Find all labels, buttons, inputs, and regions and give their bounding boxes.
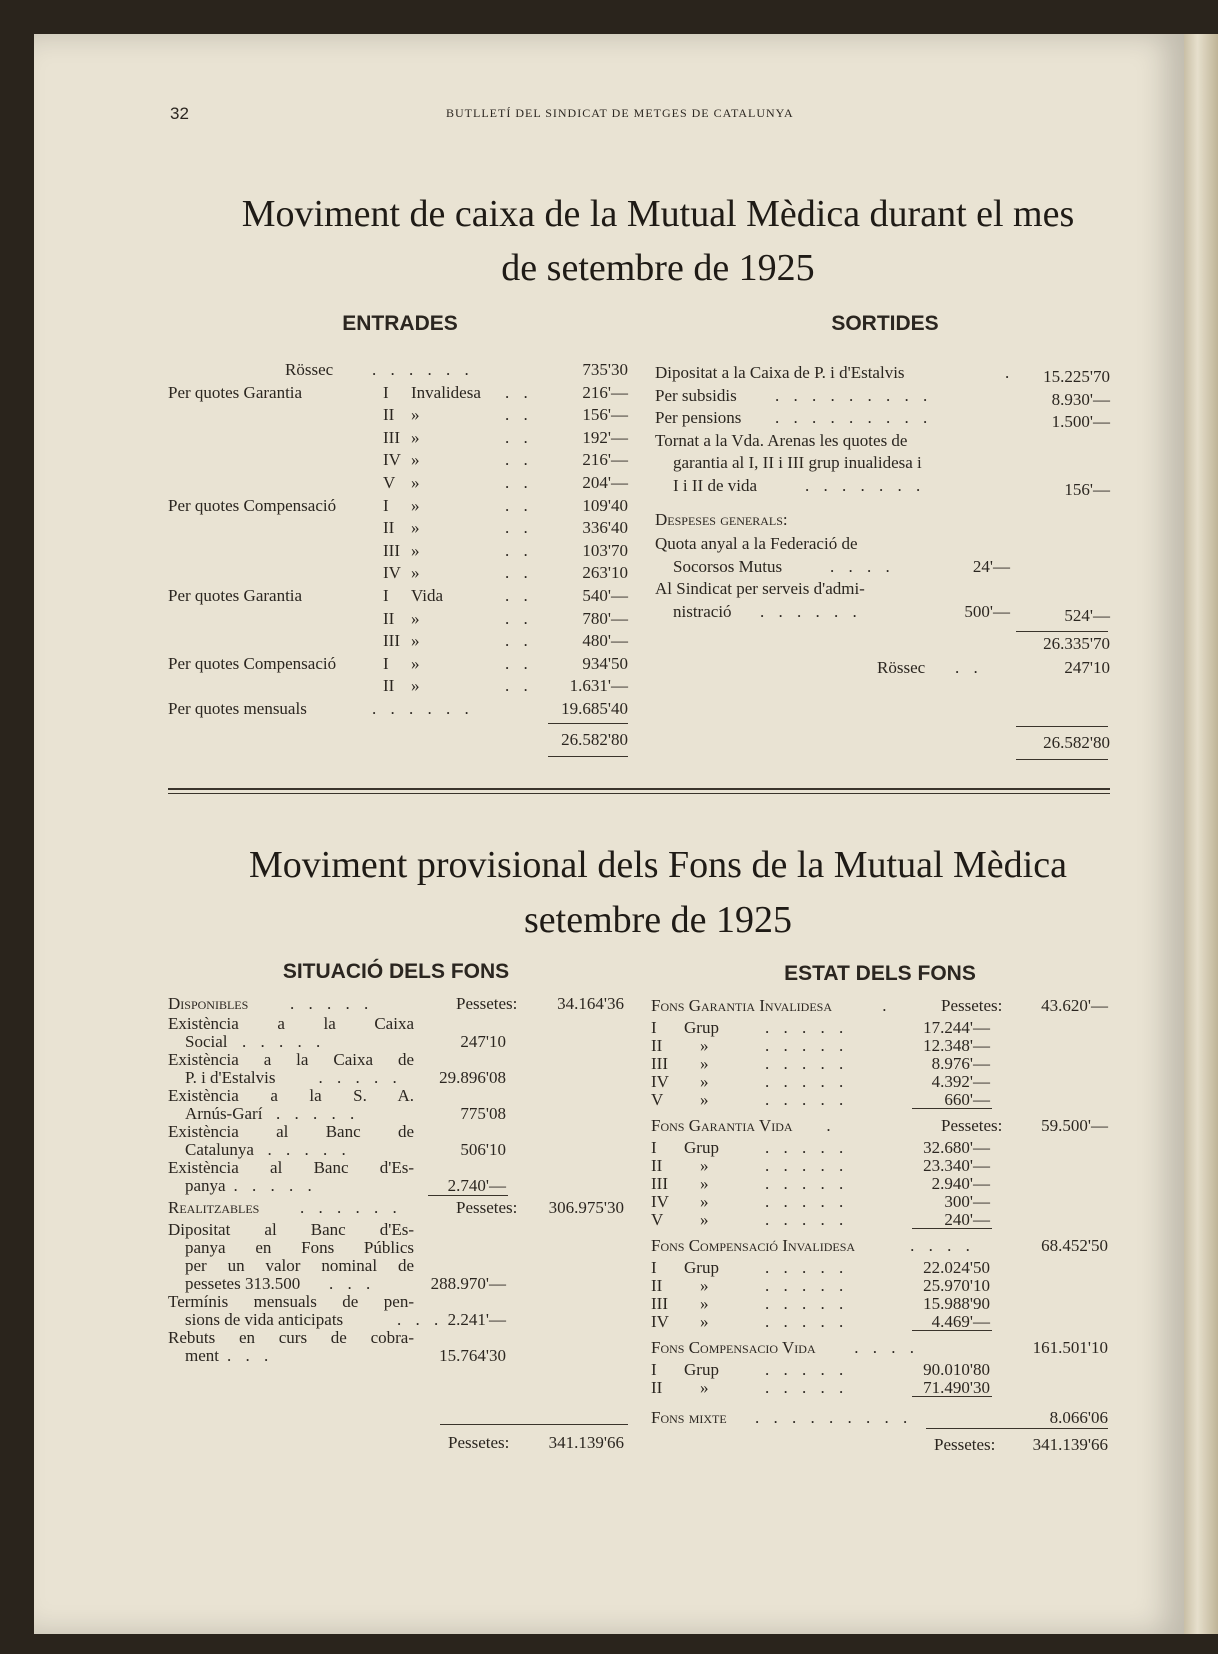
- sortides-row-text: Al Sindicat per serveis d'admi-: [655, 579, 865, 599]
- entrades-row-num: I: [383, 382, 389, 402]
- estat-row-kind: »: [700, 1210, 709, 1229]
- estat-row-num: IV: [651, 1312, 669, 1331]
- estat-row-value: 300'—: [944, 1192, 990, 1211]
- fons-mixte-value: 8.066'06: [1049, 1408, 1108, 1427]
- estat-row-value: 25.970'10: [923, 1276, 990, 1295]
- realitzables-item-line: Dipositat al Banc d'Es-: [168, 1220, 414, 1239]
- estat-row-value: 32.680'—: [923, 1138, 990, 1157]
- estat-row-kind: Grup: [684, 1138, 719, 1157]
- leader-dots: . . . . .: [318, 1068, 402, 1087]
- entrades-row-value: 934'50: [582, 653, 628, 673]
- leader-dots: . . . . .: [765, 1090, 849, 1109]
- entrades-row-kind: »: [411, 495, 420, 515]
- section2-title-line2: setembre de 1925: [523, 899, 793, 941]
- leader-dots: . . . . .: [290, 994, 374, 1013]
- sortides-row-text: Quota anyal a la Federació de: [655, 534, 858, 553]
- leader-dots: . . . . .: [765, 1294, 849, 1313]
- leader-dots: . . . . .: [765, 1312, 849, 1331]
- leader-dots: . . . . .: [267, 1140, 351, 1159]
- estat-row-num: V: [651, 1090, 664, 1109]
- estat-row-value: 90.010'80: [923, 1360, 990, 1379]
- realitzables-label: Realitzables: [168, 1198, 260, 1217]
- leader-dots: . .: [505, 473, 533, 492]
- disponibles-item-line: Arnús-Garí: [185, 1104, 263, 1123]
- page-edge: [1184, 34, 1218, 1634]
- leader-dots: . .: [505, 518, 533, 538]
- leader-dots: .: [826, 1116, 836, 1135]
- entrades-row-kind: »: [411, 518, 420, 538]
- entrades-row-label: Per quotes Compensació: [168, 653, 337, 673]
- leader-dots: . . . . .: [765, 1174, 849, 1193]
- entrades-row-kind: »: [411, 450, 420, 470]
- estat-row-kind: »: [700, 1312, 709, 1331]
- leader-dots: . . . . . . . . .: [775, 408, 933, 428]
- estat-row-value: 23.340'—: [923, 1156, 990, 1175]
- realitzables-item-line: Rebuts en curs de cobra-: [168, 1328, 414, 1347]
- sortides-row-text: Despeses generals:: [655, 510, 788, 529]
- entrades-row-value: 336'40: [582, 518, 628, 538]
- entrades-row-num: III: [383, 427, 400, 447]
- realitzables-item-value: 15.764'30: [439, 1346, 506, 1365]
- leader-dots: .: [1005, 363, 1015, 382]
- estat-row-kind: »: [700, 1294, 709, 1313]
- leader-dots: . .: [505, 631, 533, 651]
- sortides-row-value: 15.225'70: [1043, 367, 1110, 386]
- entrades-row-kind: »: [411, 405, 420, 425]
- leader-dots: . .: [505, 676, 533, 696]
- estat-row-kind: »: [700, 1156, 709, 1175]
- entrades-total-rule: [548, 723, 628, 724]
- leader-dots: . . . . .: [765, 1276, 849, 1295]
- situacio-total-label: Pessetes:: [448, 1433, 510, 1452]
- realitzables-item-line: pessetes 313.500: [185, 1274, 301, 1293]
- realitzables-item-value: 2.241'—: [447, 1310, 506, 1329]
- entrades-row-num: III: [383, 631, 400, 651]
- sortides-row-text: Dipositat a la Caixa de P. i d'Estalvis: [655, 363, 905, 382]
- estat-row-num: II: [651, 1378, 663, 1397]
- estat-group-total: 59.500'—: [1041, 1116, 1108, 1135]
- entrades-row-value: 780'—: [582, 608, 628, 628]
- entrades-total: 26.582'80: [561, 730, 628, 749]
- entrades-row-value: 216'—: [582, 450, 628, 470]
- estat-row-num: V: [651, 1210, 664, 1229]
- realitzables-currency: Pessetes:: [456, 1198, 518, 1217]
- estat-group-currency: Pessetes:: [941, 996, 1003, 1015]
- sortides-row-value: 8.930'—: [1051, 389, 1110, 409]
- sortides-row-text: nistració: [673, 601, 732, 621]
- leader-dots: . . . . . .: [760, 601, 862, 621]
- estat-row-num: I: [651, 1258, 657, 1277]
- leader-dots: . . . . .: [765, 1156, 849, 1175]
- disponibles-item-line: Existència al Banc de: [168, 1122, 414, 1141]
- disponibles-item-line: Existència a la S. A.: [168, 1086, 414, 1105]
- leader-dots: . .: [505, 427, 533, 447]
- estat-row-kind: »: [700, 1276, 709, 1295]
- entrades-row-kind: »: [411, 631, 420, 651]
- entrades-row-label: Per quotes Compensació: [168, 495, 337, 515]
- realitzables-item-line: sions de vida anticipats: [185, 1310, 344, 1329]
- estat-total: 341.139'66: [1032, 1435, 1108, 1454]
- disponibles-item-value: 2.740'—: [447, 1176, 506, 1195]
- sortides-rossec-value: 247'10: [1064, 658, 1110, 677]
- estat-group-currency: Pessetes:: [941, 1116, 1003, 1135]
- leader-dots: . . . . .: [765, 1258, 849, 1277]
- section1-title-line2: de setembre de 1925: [501, 247, 815, 289]
- entrades-row-kind: »: [411, 653, 420, 673]
- entrades-row-value: 103'70: [582, 540, 628, 560]
- entrades-row-value: 735'30: [582, 360, 628, 379]
- disponibles-currency: Pessetes:: [456, 994, 518, 1013]
- leader-dots: . .: [505, 540, 533, 560]
- sortides-rossec-label: Rössec: [877, 658, 926, 677]
- entrades-row-value: 216'—: [582, 382, 628, 402]
- estat-row-value: 22.024'50: [923, 1258, 990, 1277]
- situacio-total-rule: [440, 1424, 628, 1425]
- estat-total-label: Pessetes:: [934, 1435, 996, 1454]
- sortides-row-text: Socorsos Mutus: [673, 556, 783, 576]
- entrades-row-num: IV: [383, 450, 401, 470]
- entrades-row-label: Rössec: [285, 360, 334, 379]
- estat-group-total: 43.620'—: [1041, 996, 1108, 1015]
- estat-row-kind: »: [700, 1036, 709, 1055]
- estat-heading: ESTAT DELS FONS: [784, 962, 976, 985]
- leader-dots: . . . . . . . . .: [775, 385, 933, 405]
- entrades-row-kind: Vida: [411, 586, 444, 605]
- entrades-row-num: I: [383, 653, 389, 673]
- sortides-row-value: 1.500'—: [1051, 412, 1110, 432]
- leader-dots: . . . . . .: [372, 360, 474, 379]
- estat-group-title: Fons Compensació Invalidesa: [651, 1236, 856, 1255]
- section-divider: [168, 788, 1110, 794]
- sortides-subtotal: 26.335'70: [1043, 634, 1110, 653]
- estat-group-rule: [912, 1108, 992, 1109]
- leader-dots: . . . . . . .: [805, 476, 926, 495]
- leader-dots: . .: [505, 653, 533, 673]
- section2-title-line1: Moviment provisional dels Fons de la Mutual Mèdica: [249, 844, 1067, 886]
- estat-row-value: 240'—: [944, 1210, 990, 1229]
- disponibles-item-line: Social: [185, 1032, 228, 1051]
- estat-row-num: I: [651, 1018, 657, 1037]
- sortides-heading: SORTIDES: [831, 312, 939, 335]
- entrades-row-label: Per quotes mensuals: [168, 699, 307, 718]
- page-number: 32: [170, 104, 189, 123]
- estat-row-num: III: [651, 1054, 668, 1073]
- entrades-row-num: I: [383, 586, 389, 605]
- entrades-row-num: II: [383, 405, 395, 425]
- leader-dots: . . . . .: [765, 1054, 849, 1073]
- disponibles-item-value: 29.896'08: [439, 1068, 506, 1087]
- leader-dots: . .: [505, 450, 533, 470]
- sortides-row-value: 524'—: [1064, 605, 1110, 625]
- estat-row-kind: »: [700, 1192, 709, 1211]
- leader-dots: . . . . .: [276, 1104, 360, 1123]
- leader-dots: . . . .: [910, 1236, 975, 1255]
- running-title: BUTLLETÍ DEL SINDICAT DE METGES DE CATALUNYA: [446, 106, 794, 120]
- estat-group-total: 68.452'50: [1041, 1236, 1108, 1255]
- entrades-row-value: 19.685'40: [561, 699, 628, 718]
- sortides-row-text: Tornat a la Vda. Arenas les quotes de: [655, 430, 908, 450]
- leader-dots: . . . . .: [242, 1032, 326, 1051]
- entrades-row-kind: »: [411, 676, 420, 696]
- estat-row-num: II: [651, 1276, 663, 1295]
- realitzables-item-line: panya en Fons Públics: [185, 1238, 414, 1257]
- disponibles-item-line: P. i d'Estalvis: [185, 1068, 276, 1087]
- leader-dots: . . .: [397, 1310, 444, 1329]
- disponibles-total: 34.164'36: [557, 994, 624, 1013]
- estat-row-num: I: [651, 1138, 657, 1157]
- disponibles-item-line: Catalunya: [185, 1140, 254, 1159]
- sortides-row-text: Per subsidis: [655, 385, 737, 405]
- estat-row-num: II: [651, 1156, 663, 1175]
- estat-row-kind: »: [700, 1378, 709, 1397]
- entrades-row-label: Per quotes Garantia: [168, 586, 303, 605]
- disponibles-item-line: Existència a la Caixa: [168, 1014, 414, 1033]
- leader-dots: . . .: [329, 1274, 376, 1293]
- entrades-row-kind: »: [411, 608, 420, 628]
- leader-dots: . . . . .: [765, 1072, 849, 1091]
- disponibles-item-value: 247'10: [460, 1032, 506, 1051]
- entrades-row-num: V: [383, 473, 396, 492]
- estat-group-rule: [912, 1396, 992, 1397]
- entrades-row-num: II: [383, 608, 395, 628]
- leader-dots: . . . . . . . . .: [755, 1408, 913, 1427]
- leader-dots: .: [882, 996, 892, 1015]
- estat-row-kind: »: [700, 1072, 709, 1091]
- estat-row-value: 2.940'—: [931, 1174, 990, 1193]
- sortides-total-rule: [1016, 726, 1108, 727]
- realitzables-item-line: Termínis mensuals de pen-: [168, 1292, 414, 1311]
- estat-row-value: 12.348'—: [923, 1036, 990, 1055]
- entrades-row-value: 192'—: [582, 427, 628, 447]
- disponibles-item-value: 775'08: [460, 1104, 506, 1123]
- leader-dots: . . . . .: [765, 1360, 849, 1379]
- disponibles-rule: [428, 1195, 508, 1196]
- entrades-row-value: 156'—: [582, 405, 628, 425]
- entrades-row-label: Per quotes Garantia: [168, 382, 303, 402]
- estat-group-rule: [912, 1330, 992, 1331]
- fons-mixte-label: Fons mixte: [651, 1408, 727, 1427]
- entrades-row-value: 263'10: [582, 563, 628, 583]
- disponibles-item-line: Existència al Banc d'Es-: [168, 1158, 414, 1177]
- entrades-row-num: II: [383, 518, 395, 538]
- entrades-row-value: 1.631'—: [569, 676, 628, 696]
- estat-group-total: 161.501'10: [1032, 1338, 1108, 1357]
- leader-dots: . . . . .: [233, 1176, 317, 1195]
- estat-row-value: 660'—: [944, 1090, 990, 1109]
- realitzables-item-value: 288.970'—: [430, 1274, 506, 1293]
- entrades-row-kind: »: [411, 473, 420, 492]
- leader-dots: . . . . .: [765, 1210, 849, 1229]
- estat-row-num: IV: [651, 1192, 669, 1211]
- section1-title-line1: Moviment de caixa de la Mutual Mèdica durant el mes: [241, 193, 1075, 235]
- leader-dots: . . . .: [854, 1338, 920, 1357]
- sortides-bottom-rule: [1016, 759, 1108, 760]
- estat-row-value: 17.244'—: [923, 1018, 990, 1037]
- estat-group-title: Fons Compensacio Vida: [651, 1338, 816, 1357]
- entrades-row-value: 109'40: [582, 495, 628, 515]
- estat-row-value: 4.469'—: [931, 1312, 990, 1331]
- leader-dots: . .: [505, 382, 533, 402]
- entrades-row-value: 204'—: [582, 473, 628, 492]
- estat-row-kind: Grup: [684, 1018, 719, 1037]
- realitzables-total: 306.975'30: [548, 1198, 624, 1217]
- sortides-total: 26.582'80: [1043, 733, 1110, 752]
- leader-dots: . .: [505, 586, 533, 605]
- sortides-row-subvalue: 24'—: [972, 556, 1010, 576]
- entrades-row-kind: Invalidesa: [411, 382, 481, 402]
- leader-dots: . .: [505, 495, 533, 515]
- estat-group-rule: [912, 1228, 992, 1229]
- entrades-bottom-rule: [548, 756, 628, 757]
- disponibles-item-line: panya: [185, 1176, 226, 1195]
- sortides-row-text: I i II de vida: [673, 476, 758, 495]
- entrades-row-num: I: [383, 495, 389, 515]
- situacio-heading: SITUACIÓ DELS FONS: [282, 960, 510, 983]
- entrades-row-kind: »: [411, 540, 420, 560]
- sortides-row-value: 156'—: [1064, 480, 1110, 499]
- estat-row-value: 4.392'—: [931, 1072, 990, 1091]
- estat-row-num: II: [651, 1036, 663, 1055]
- estat-row-num: I: [651, 1360, 657, 1379]
- estat-row-kind: »: [700, 1054, 709, 1073]
- situacio-total: 341.139'66: [548, 1433, 624, 1452]
- estat-row-kind: »: [700, 1090, 709, 1109]
- entrades-row-num: IV: [383, 563, 401, 583]
- leader-dots: . . . . .: [765, 1138, 849, 1157]
- estat-row-value: 71.490'30: [923, 1378, 990, 1397]
- realitzables-item-line: ment: [185, 1346, 219, 1365]
- entrades-row-value: 540'—: [582, 586, 628, 605]
- entrades-row-kind: »: [411, 563, 420, 583]
- leader-dots: . . . .: [830, 556, 895, 576]
- estat-group-title: Fons Garantia Invalidesa: [651, 996, 833, 1015]
- estat-row-num: III: [651, 1294, 668, 1313]
- estat-row-num: III: [651, 1174, 668, 1193]
- entrades-row-value: 480'—: [582, 631, 628, 651]
- disponibles-item-line: Existència a la Caixa de: [168, 1050, 414, 1069]
- leader-dots: . . . . .: [765, 1018, 849, 1037]
- estat-row-kind: Grup: [684, 1360, 719, 1379]
- estat-row-kind: Grup: [684, 1258, 719, 1277]
- sortides-row-subvalue: 500'—: [964, 601, 1010, 621]
- leader-dots: . . .: [227, 1346, 274, 1365]
- estat-group-title: Fons Garantia Vida: [651, 1116, 793, 1135]
- realitzables-item-line: per un valor nominal de: [185, 1256, 414, 1275]
- sortides-row-text: Per pensions: [655, 408, 742, 428]
- estat-row-kind: »: [700, 1174, 709, 1193]
- entrades-row-num: III: [383, 540, 400, 560]
- leader-dots: . . . . .: [765, 1192, 849, 1211]
- leader-dots: . . . . .: [765, 1378, 849, 1397]
- disponibles-item-value: 506'10: [460, 1140, 506, 1159]
- entrades-row-kind: »: [411, 427, 420, 447]
- leader-dots: . .: [505, 405, 533, 425]
- leader-dots: . .: [505, 608, 533, 628]
- estat-row-value: 15.988'90: [923, 1294, 990, 1313]
- estat-row-num: IV: [651, 1072, 669, 1091]
- leader-dots: . . . . . .: [372, 699, 474, 718]
- estat-total-rule: [926, 1428, 1108, 1429]
- leader-dots: . .: [505, 563, 533, 583]
- entrades-heading: ENTRADES: [342, 312, 458, 335]
- leader-dots: . .: [955, 658, 983, 677]
- estat-row-value: 8.976'—: [931, 1054, 990, 1073]
- disponibles-label: Disponibles: [168, 994, 249, 1013]
- leader-dots: . . . . . .: [300, 1198, 402, 1217]
- leader-dots: . . . . .: [765, 1036, 849, 1055]
- sortides-row-text: garantia al I, II i III grup inualidesa i: [673, 453, 922, 473]
- entrades-row-num: II: [383, 676, 395, 696]
- sortides-subtotal-rule: [1016, 631, 1108, 632]
